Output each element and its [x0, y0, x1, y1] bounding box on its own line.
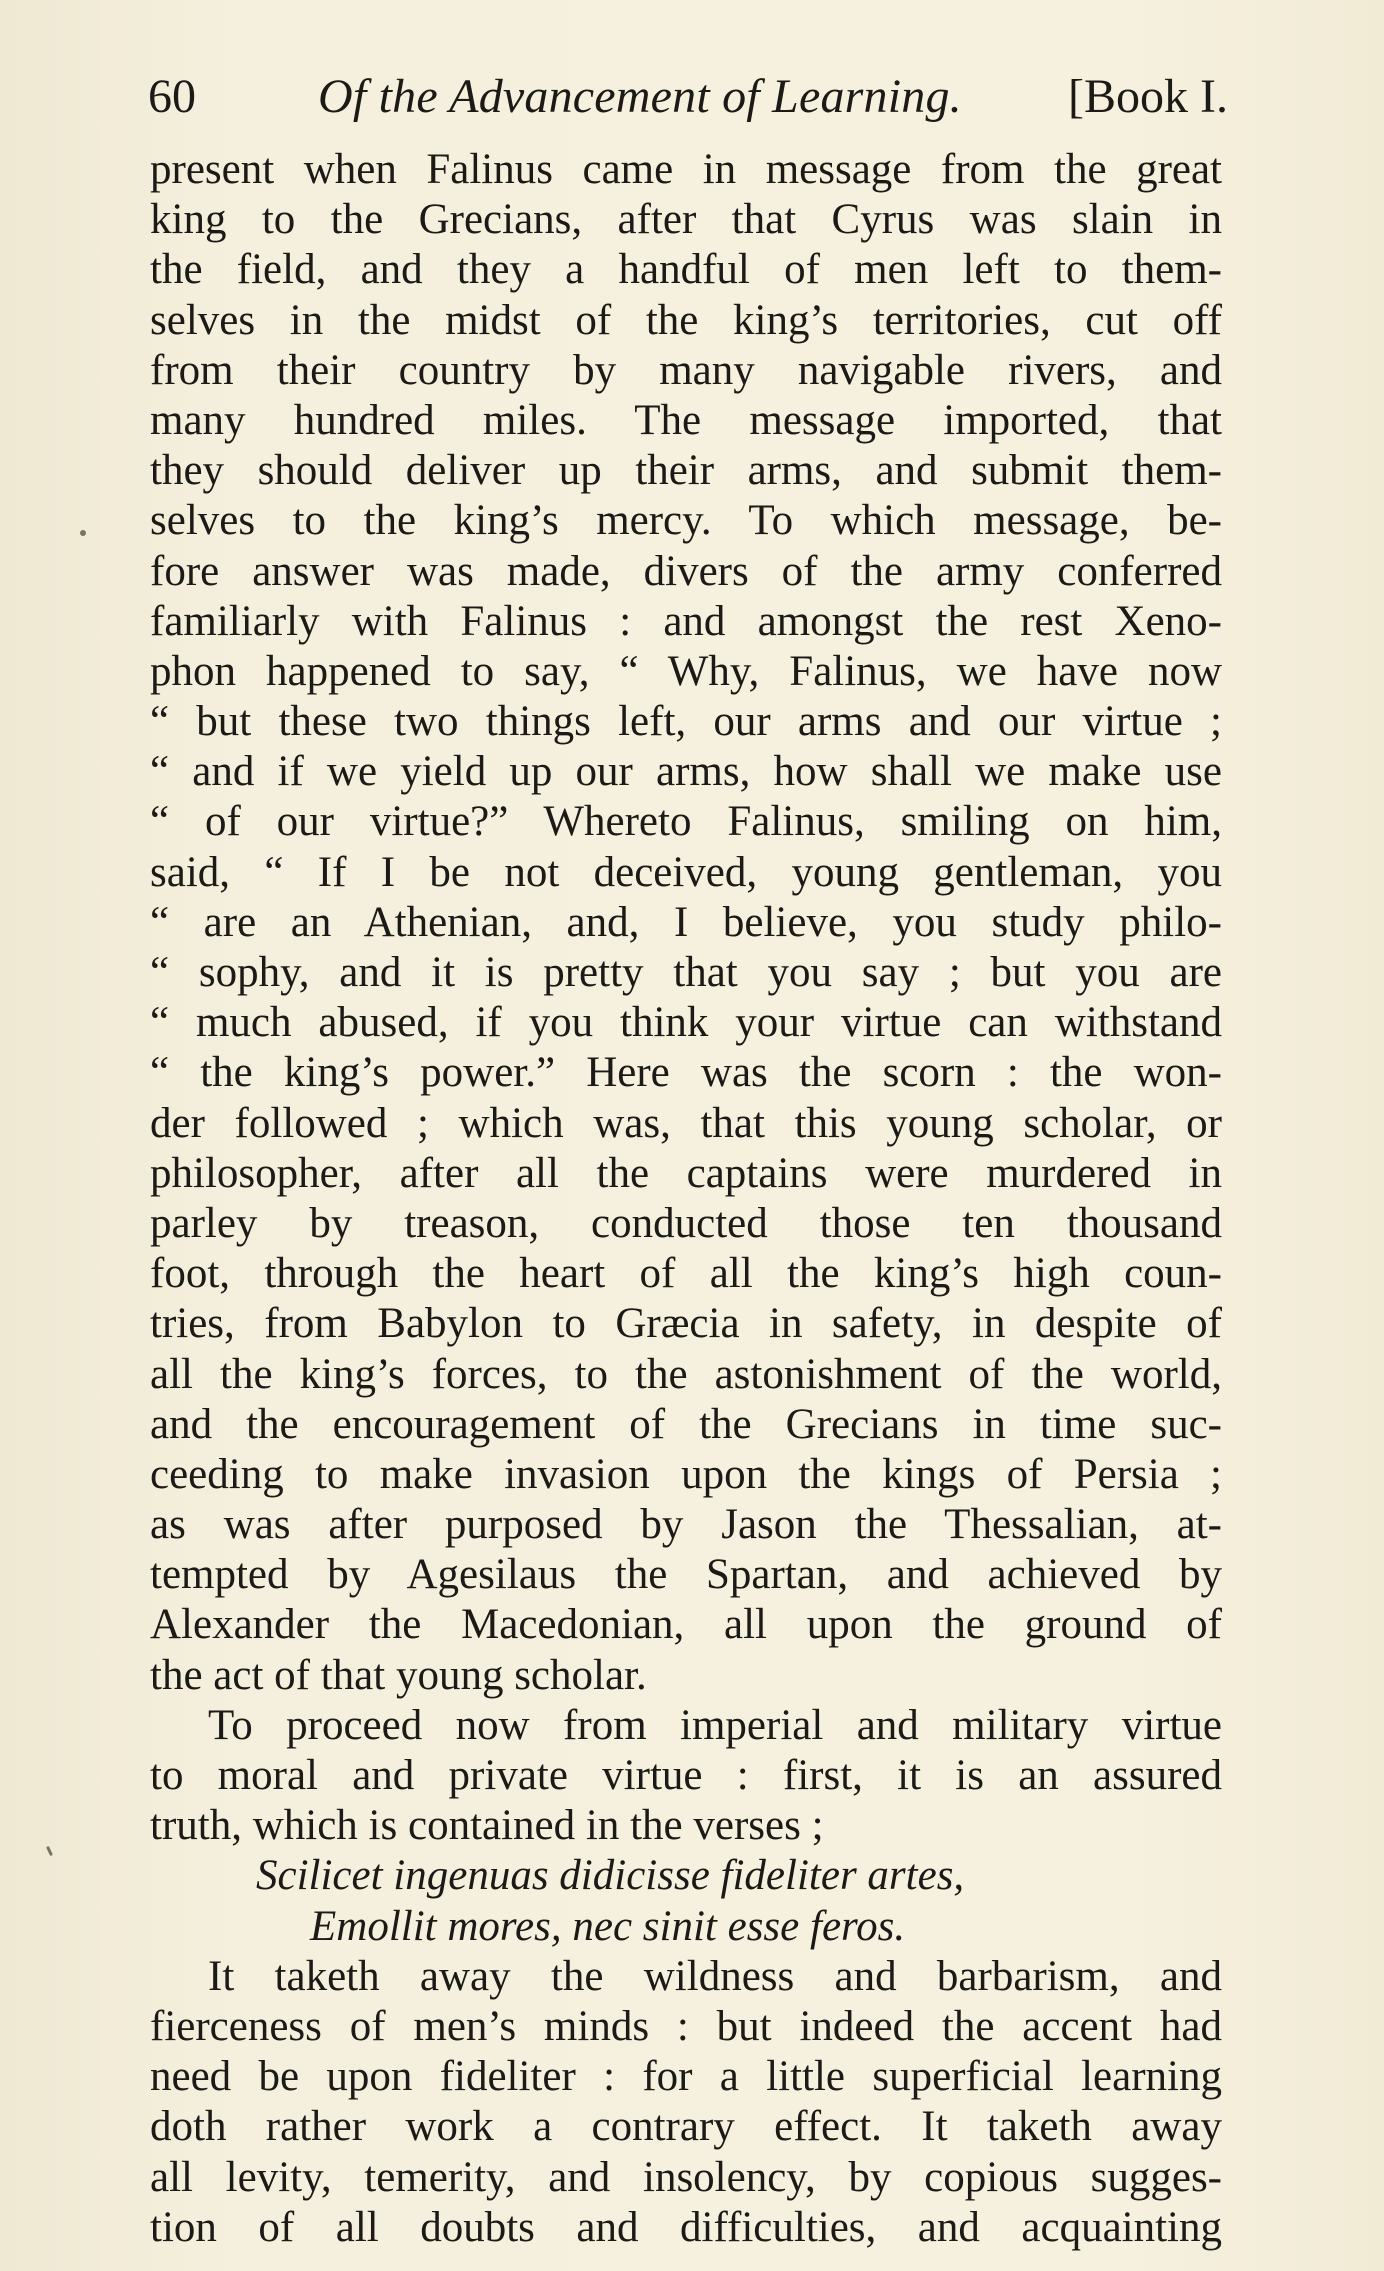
text-line: all levity, temerity, and insolency, by copious sugges-: [150, 2153, 1222, 2201]
text-line: all the king’s forces, to the astonishment of the world,: [150, 1350, 1222, 1398]
text-line: tion of all doubts and difficulties, and acquainting: [150, 2203, 1222, 2251]
running-title: Of the Advancement of Learning.: [318, 70, 962, 123]
text-line: fore answer was made, divers of the army conferred: [150, 547, 1222, 595]
text-line: “ the king’s power.” Here was the scorn : the won-: [150, 1049, 1222, 1097]
text-line: “ of our virtue?” Whereto Falinus, smiling on him,: [150, 798, 1222, 846]
text-line: selves in the midst of the king’s territories, cut off: [150, 296, 1222, 344]
text-line: many hundred miles. The message imported, that: [150, 396, 1222, 444]
text-line: foot, through the heart of all the king’s high coun-: [150, 1250, 1222, 1298]
text-line: tries, from Babylon to Græcia in safety, in despite of: [150, 1300, 1222, 1348]
verse-line: Emollit mores, nec sinit esse feros.: [310, 1902, 906, 1950]
text-line: der followed ; which was, that this young scholar, or: [150, 1099, 1222, 1147]
text-line: the field, and they a handful of men left to them-: [150, 246, 1222, 294]
text-line: ceeding to make invasion upon the kings of Persia ;: [150, 1450, 1222, 1498]
main-text: [150, 145, 1222, 2253]
text-line: phon happened to say, “ Why, Falinus, we have now: [150, 647, 1222, 695]
text-line: To proceed now from imperial and military virtue: [208, 1701, 1222, 1749]
text-line: tempted by Agesilaus the Spartan, and achieved by: [150, 1551, 1222, 1599]
text-line: as was after purposed by Jason the Thessalian, at-: [150, 1501, 1222, 1549]
text-line: Alexander the Macedonian, all upon the ground of: [150, 1601, 1222, 1649]
page-number: 60: [148, 70, 196, 123]
text-line: selves to the king’s mercy. To which message, be-: [150, 497, 1222, 545]
text-line: familiarly with Falinus : and amongst the rest Xeno-: [150, 597, 1222, 645]
text-line: present when Falinus came in message from the great: [150, 146, 1222, 193]
text-line: they should deliver up their arms, and submit them-: [150, 447, 1222, 495]
margin-mark: [80, 530, 86, 536]
book-label: [Book I.: [1068, 70, 1228, 123]
text-line: from their country by many navigable rivers, and: [150, 346, 1222, 394]
text-line: “ and if we yield up our arms, how shall we make use: [150, 748, 1222, 796]
text-line: said, “ If I be not deceived, young gentleman, you: [150, 848, 1222, 896]
text-line: “ much abused, if you think your virtue can withstand: [150, 999, 1222, 1047]
verse-line: Scilicet ingenuas didicisse fideliter artes,: [256, 1852, 965, 1900]
text-line: parley by treason, conducted those ten thousand: [150, 1199, 1222, 1247]
page-header: [148, 62, 1228, 132]
text-line: to moral and private virtue : first, it is an assured: [150, 1752, 1222, 1799]
text-line: “ sophy, and it is pretty that you say ; but you are: [150, 949, 1222, 996]
text-line: and the encouragement of the Grecians in time suc-: [150, 1400, 1222, 1448]
text-line: the act of that young scholar.: [150, 1651, 647, 1699]
text-line: need be upon fideliter : for a little superficial learning: [150, 2053, 1222, 2101]
text-line: doth rather work a contrary effect. It taketh away: [150, 2103, 1222, 2151]
text-line: It taketh away the wildness and barbarism, and: [208, 1952, 1222, 2000]
text-line: “ but these two things left, our arms and our virtue ;: [150, 698, 1222, 746]
text-line: philosopher, after all the captains were murdered in: [150, 1149, 1222, 1197]
text-line: “ are an Athenian, and, I believe, you study philo-: [150, 898, 1222, 946]
text-line: fierceness of men’s minds : but indeed the accent had: [150, 2002, 1222, 2050]
margin-mark: [46, 1846, 53, 1856]
text-line: king to the Grecians, after that Cyrus was slain in: [150, 196, 1222, 244]
text-line: truth, which is contained in the verses ;: [150, 1802, 824, 1850]
